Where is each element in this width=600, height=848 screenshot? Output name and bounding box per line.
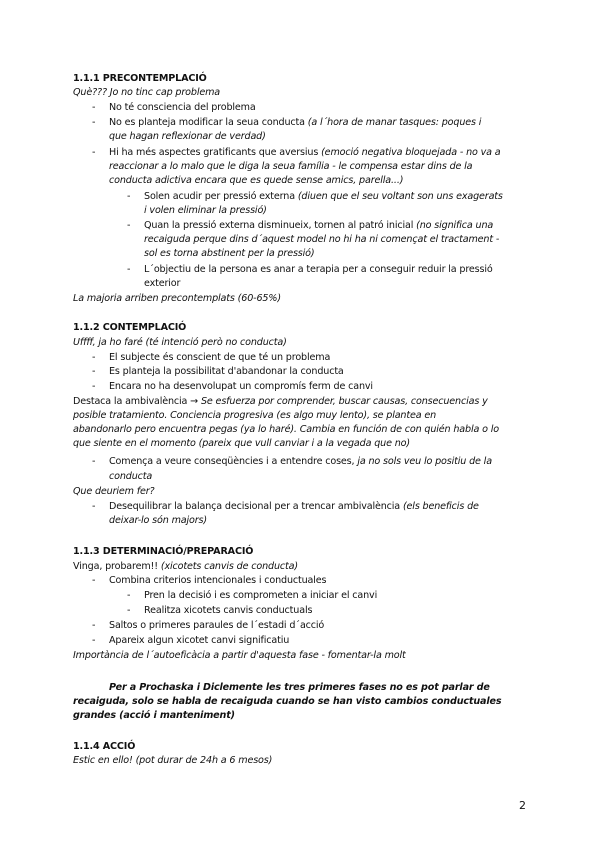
sub-list-item-cont: recaiguda perque dins d´aquest model no hi ha ni començat el tractament - [144,234,500,245]
list-item: El subjecte és conscient de que té un problema [109,352,331,363]
bullet-dash: - [127,191,131,202]
list-item-cont: que hagan reflexionar de verdad) [109,131,266,142]
section-note: La majoria arriben precontemplats (60-65%) [73,293,281,304]
section-title-precontemplacio: 1.1.1 PRECONTEMPLACIÓ [73,73,207,84]
list-item-cont: deixar-lo són majors) [109,515,207,526]
section-title-determinacio: 1.1.3 DETERMINACIÓ/PREPARACIÓ [73,546,254,557]
list-item: Comença a veure conseqüències i a entendre coses, ja no sols veu lo positiu de la [109,456,492,467]
section-subtitle: Estic en ello! (pot durar de 24h a 6 mesos) [73,755,273,766]
bullet-dash: - [92,501,96,512]
page-number: 2 [519,799,526,812]
section-subtitle: Vinga, probarem!! (xicotets canvis de conducta) [73,561,298,572]
bullet-dash: - [92,620,96,631]
list-item: Es planteja la possibilitat d'abandonar la conducta [109,366,344,377]
list-item: Saltos o primeres paraules de l´estadi d´acció [109,620,325,631]
bullet-dash: - [92,352,96,363]
list-item: No té consciencia del problema [109,102,256,113]
paragraph-line: Destaca la ambivalència → Se esfuerza por comprender, buscar causas, consecuencias y [73,396,488,407]
section-subtitle: Què??? Jo no tinc cap problema [73,87,221,98]
bullet-dash: - [92,117,96,128]
sub-list-item: Pren la decisió i es comprometen a iniciar el canvi [144,590,378,601]
sub-list-item: Solen acudir per pressió externa (diuen que el seu voltant son uns exagerats [144,191,503,202]
bullet-dash: - [92,635,96,646]
list-item-cont: conducta [109,471,153,482]
paragraph-line: posible tratamiento. Conciencia progresiva (es algo muy lento), se plantea en [73,410,437,421]
sub-list-item-cont: exterior [144,278,181,289]
paragraph-line: que siente en el momento (pareix que vull canviar i a la vegada que no) [73,438,410,449]
bold-note-line: Per a Prochaska i Diclemente les tres primeres fases no es pot parlar de [109,682,490,693]
sub-list-item: Quan la pressió externa disminueix, tornen al patró inicial (no significa una [144,220,494,231]
question-line: Que deuriem fer? [73,486,155,497]
bold-note-line: recaiguda, solo se habla de recaiguda cuando se han visto cambios conductuales [73,696,502,707]
bullet-dash: - [92,366,96,377]
section-title-contemplacio: 1.1.2 CONTEMPLACIÓ [73,322,187,333]
bullet-dash: - [92,102,96,113]
section-subtitle: Uffff, ja ho faré (té intenció però no conducta) [73,337,287,348]
bullet-dash: - [127,264,131,275]
sub-list-item: Realitza xicotets canvis conductuals [144,605,313,616]
bullet-dash: - [92,575,96,586]
list-item: Desequilibrar la balança decisional per a trencar ambivalència (els beneficis de [109,501,479,512]
section-title-accio: 1.1.4 ACCIÓ [73,741,136,752]
bullet-dash: - [127,605,131,616]
list-item: Hi ha més aspectes gratificants que aversius (emoció negativa bloquejada - no va a [109,147,501,158]
sub-list-item-cont: sol es torna abstinent per la pressió) [144,248,315,259]
list-item-cont: conducta adictiva encara que es quede sense amics, parella...) [109,175,404,186]
bullet-dash: - [92,381,96,392]
bullet-dash: - [92,147,96,158]
list-item: No es planteja modificar la seua conducta (a l´hora de manar tasques: poques i [109,117,482,128]
list-item: Encara no ha desenvolupat un compromís ferm de canvi [109,381,373,392]
sub-list-item: L´objectiu de la persona es anar a terapia per a conseguir reduir la pressió [144,264,493,275]
bold-note-line: grandes (acció i manteniment) [73,710,235,721]
section-note: Importància de l´autoeficàcia a partir d'aquesta fase - fomentar-la molt [73,650,406,661]
sub-list-item-cont: i volen eliminar la pressió) [144,205,267,216]
list-item: Apareix algun xicotet canvi significatiu [109,635,290,646]
paragraph-line: abandonarlo pero encuentra pegas (ya lo haré). Cambia en función de con quién habla o lo [73,424,499,435]
bullet-dash: - [127,590,131,601]
bullet-dash: - [127,220,131,231]
bullet-dash: - [92,456,96,467]
list-item-cont: reaccionar a lo malo que le diga la seua família - le compensa estar dins de la [109,161,473,172]
list-item: Combina criterios intencionales i conductuales [109,575,327,586]
